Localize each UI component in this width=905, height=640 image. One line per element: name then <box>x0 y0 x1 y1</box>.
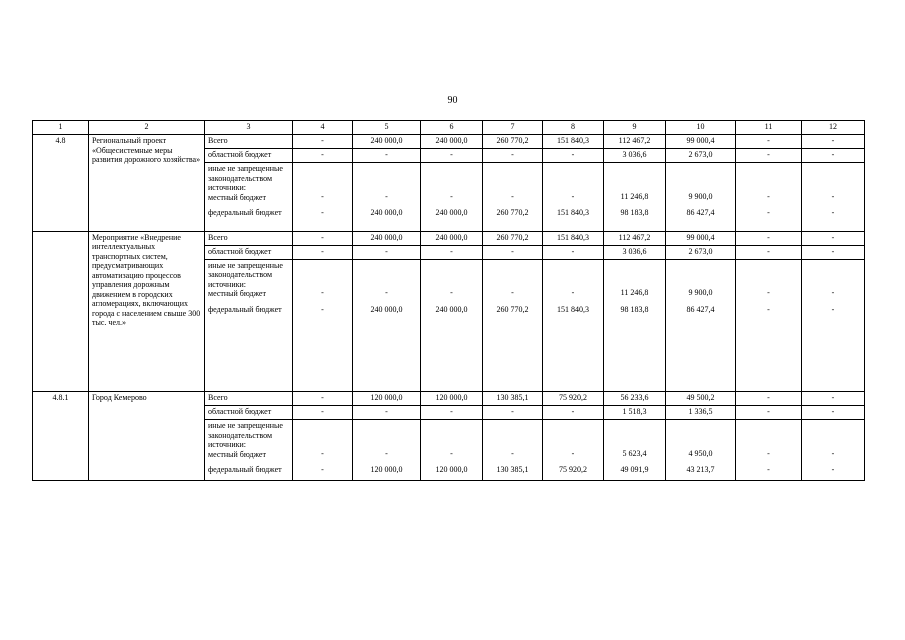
value-cell: 98 183,8 <box>604 203 666 231</box>
source-label: Всего <box>205 135 293 149</box>
item-number <box>33 231 89 392</box>
value-cell: - <box>802 460 865 480</box>
value-cell: - <box>421 420 483 461</box>
column-header: 10 <box>666 121 736 135</box>
source-label: федеральный бюджет <box>205 300 293 392</box>
value-cell: 151 840,3 <box>543 203 604 231</box>
value-cell: - <box>736 163 802 204</box>
value-cell: 260 770,2 <box>483 135 543 149</box>
value-cell: 120 000,0 <box>353 392 421 406</box>
value-cell: - <box>543 406 604 420</box>
header-row <box>33 121 865 135</box>
other-sources-label: иные не запрещенные законодательством источники: <box>208 164 283 192</box>
column-header: 11 <box>736 121 802 135</box>
value-cell: 130 385,1 <box>483 460 543 480</box>
value-cell: 151 840,3 <box>543 231 604 245</box>
source-label <box>205 420 293 461</box>
value-cell: 240 000,0 <box>421 135 483 149</box>
source-label: Всего <box>205 392 293 406</box>
item-name: Мероприятие «Внедрение интеллектуальных транспортных систем, предусматривающих автоматизацию процессов управления дорожным движением в городских агломерациях, включающих города с населением свыше 300 тыс. чел.» <box>89 231 205 392</box>
value-cell: - <box>736 460 802 480</box>
value-cell: - <box>483 406 543 420</box>
local-budget-label: местный бюджет <box>208 449 266 459</box>
value-cell: - <box>353 149 421 163</box>
value-cell: - <box>736 420 802 461</box>
value-cell: - <box>293 460 353 480</box>
column-header: 8 <box>543 121 604 135</box>
value-cell: - <box>802 300 865 392</box>
source-label: федеральный бюджет <box>205 460 293 480</box>
other-sources-label: иные не запрещенные законодательством источники: <box>208 421 283 449</box>
column-header: 7 <box>483 121 543 135</box>
value-cell: - <box>483 245 543 259</box>
value-cell: - <box>293 392 353 406</box>
value-cell: - <box>802 420 865 461</box>
value-cell: - <box>802 135 865 149</box>
value-cell: - <box>736 231 802 245</box>
value-cell: 260 770,2 <box>483 203 543 231</box>
value-cell: 151 840,3 <box>543 300 604 392</box>
value-cell: 112 467,2 <box>604 135 666 149</box>
value-cell: - <box>421 149 483 163</box>
value-cell: - <box>421 406 483 420</box>
source-label: областной бюджет <box>205 149 293 163</box>
value-cell: 240 000,0 <box>353 203 421 231</box>
column-header: 1 <box>33 121 89 135</box>
local-budget-label: местный бюджет <box>208 289 266 298</box>
column-header: 6 <box>421 121 483 135</box>
value-cell: 98 183,8 <box>604 300 666 392</box>
value-cell: - <box>736 259 802 300</box>
value-cell: - <box>736 149 802 163</box>
value-cell: 43 213,7 <box>666 460 736 480</box>
source-label <box>205 163 293 204</box>
value-cell: - <box>353 406 421 420</box>
value-cell: 5 623,4 <box>604 420 666 461</box>
table-row <box>33 135 865 149</box>
value-cell: - <box>293 259 353 300</box>
value-cell: 120 000,0 <box>421 392 483 406</box>
value-cell: 260 770,2 <box>483 231 543 245</box>
value-cell: - <box>293 406 353 420</box>
value-cell: 86 427,4 <box>666 203 736 231</box>
value-cell: - <box>293 420 353 461</box>
value-cell: 2 673,0 <box>666 245 736 259</box>
value-cell: - <box>543 420 604 461</box>
value-cell: 240 000,0 <box>421 300 483 392</box>
source-label <box>205 259 293 300</box>
value-cell: - <box>736 406 802 420</box>
value-cell: - <box>293 163 353 204</box>
value-cell: - <box>802 245 865 259</box>
source-label: областной бюджет <box>205 406 293 420</box>
value-cell: 260 770,2 <box>483 300 543 392</box>
column-header: 3 <box>205 121 293 135</box>
value-cell: 240 000,0 <box>353 300 421 392</box>
value-cell: 4 950,0 <box>666 420 736 461</box>
value-cell: 1 336,5 <box>666 406 736 420</box>
column-header: 12 <box>802 121 865 135</box>
value-cell: 2 673,0 <box>666 149 736 163</box>
item-name: Региональный проект «Общесистемные меры развития дорожного хозяйства» <box>89 135 205 232</box>
value-cell: - <box>543 259 604 300</box>
value-cell: 9 900,0 <box>666 163 736 204</box>
value-cell: 3 036,6 <box>604 149 666 163</box>
value-cell: - <box>802 392 865 406</box>
value-cell: 120 000,0 <box>353 460 421 480</box>
source-label: Всего <box>205 231 293 245</box>
value-cell: - <box>736 245 802 259</box>
value-cell: - <box>293 300 353 392</box>
item-number: 4.8 <box>33 135 89 232</box>
value-cell: 75 920,2 <box>543 392 604 406</box>
value-cell: - <box>293 135 353 149</box>
value-cell: 75 920,2 <box>543 460 604 480</box>
value-cell: - <box>421 163 483 204</box>
value-cell: 240 000,0 <box>421 231 483 245</box>
value-cell: - <box>802 163 865 204</box>
value-cell: - <box>543 245 604 259</box>
value-cell: - <box>736 300 802 392</box>
source-label: областной бюджет <box>205 245 293 259</box>
value-cell: - <box>421 245 483 259</box>
value-cell: - <box>293 245 353 259</box>
value-cell: 9 900,0 <box>666 259 736 300</box>
item-number: 4.8.1 <box>33 392 89 481</box>
value-cell: - <box>293 203 353 231</box>
value-cell: 130 385,1 <box>483 392 543 406</box>
value-cell: 11 246,8 <box>604 259 666 300</box>
column-header: 9 <box>604 121 666 135</box>
value-cell: 49 500,2 <box>666 392 736 406</box>
value-cell: - <box>483 259 543 300</box>
value-cell: 240 000,0 <box>353 135 421 149</box>
value-cell: 11 246,8 <box>604 163 666 204</box>
value-cell: - <box>543 163 604 204</box>
column-header: 2 <box>89 121 205 135</box>
value-cell: 120 000,0 <box>421 460 483 480</box>
value-cell: - <box>353 420 421 461</box>
value-cell: - <box>802 149 865 163</box>
column-header: 4 <box>293 121 353 135</box>
local-budget-label: местный бюджет <box>208 192 266 202</box>
value-cell: 49 091,9 <box>604 460 666 480</box>
value-cell: - <box>293 231 353 245</box>
table-row <box>33 231 865 245</box>
value-cell: - <box>736 392 802 406</box>
value-cell: - <box>483 149 543 163</box>
value-cell: 86 427,4 <box>666 300 736 392</box>
value-cell: 240 000,0 <box>421 203 483 231</box>
value-cell: 3 036,6 <box>604 245 666 259</box>
value-cell: 112 467,2 <box>604 231 666 245</box>
item-name: Город Кемерово <box>89 392 205 481</box>
value-cell: - <box>483 163 543 204</box>
table-row <box>33 392 865 406</box>
value-cell: - <box>353 163 421 204</box>
value-cell: 1 518,3 <box>604 406 666 420</box>
value-cell: - <box>802 406 865 420</box>
value-cell: - <box>293 149 353 163</box>
value-cell: - <box>802 231 865 245</box>
page-number: 90 <box>447 95 458 106</box>
value-cell: - <box>421 259 483 300</box>
value-cell: 151 840,3 <box>543 135 604 149</box>
value-cell: - <box>353 259 421 300</box>
other-sources-label: иные не запрещенные законодательством источники: <box>208 260 283 289</box>
value-cell: - <box>736 203 802 231</box>
value-cell: 99 000,4 <box>666 135 736 149</box>
value-cell: 56 233,6 <box>604 392 666 406</box>
value-cell: 99 000,4 <box>666 231 736 245</box>
value-cell: - <box>802 259 865 300</box>
value-cell: - <box>543 149 604 163</box>
value-cell: - <box>353 245 421 259</box>
value-cell: - <box>483 420 543 461</box>
source-label: федеральный бюджет <box>205 203 293 231</box>
value-cell: - <box>736 135 802 149</box>
column-header: 5 <box>353 121 421 135</box>
value-cell: 240 000,0 <box>353 231 421 245</box>
value-cell: - <box>802 203 865 231</box>
funding-table <box>32 120 865 481</box>
